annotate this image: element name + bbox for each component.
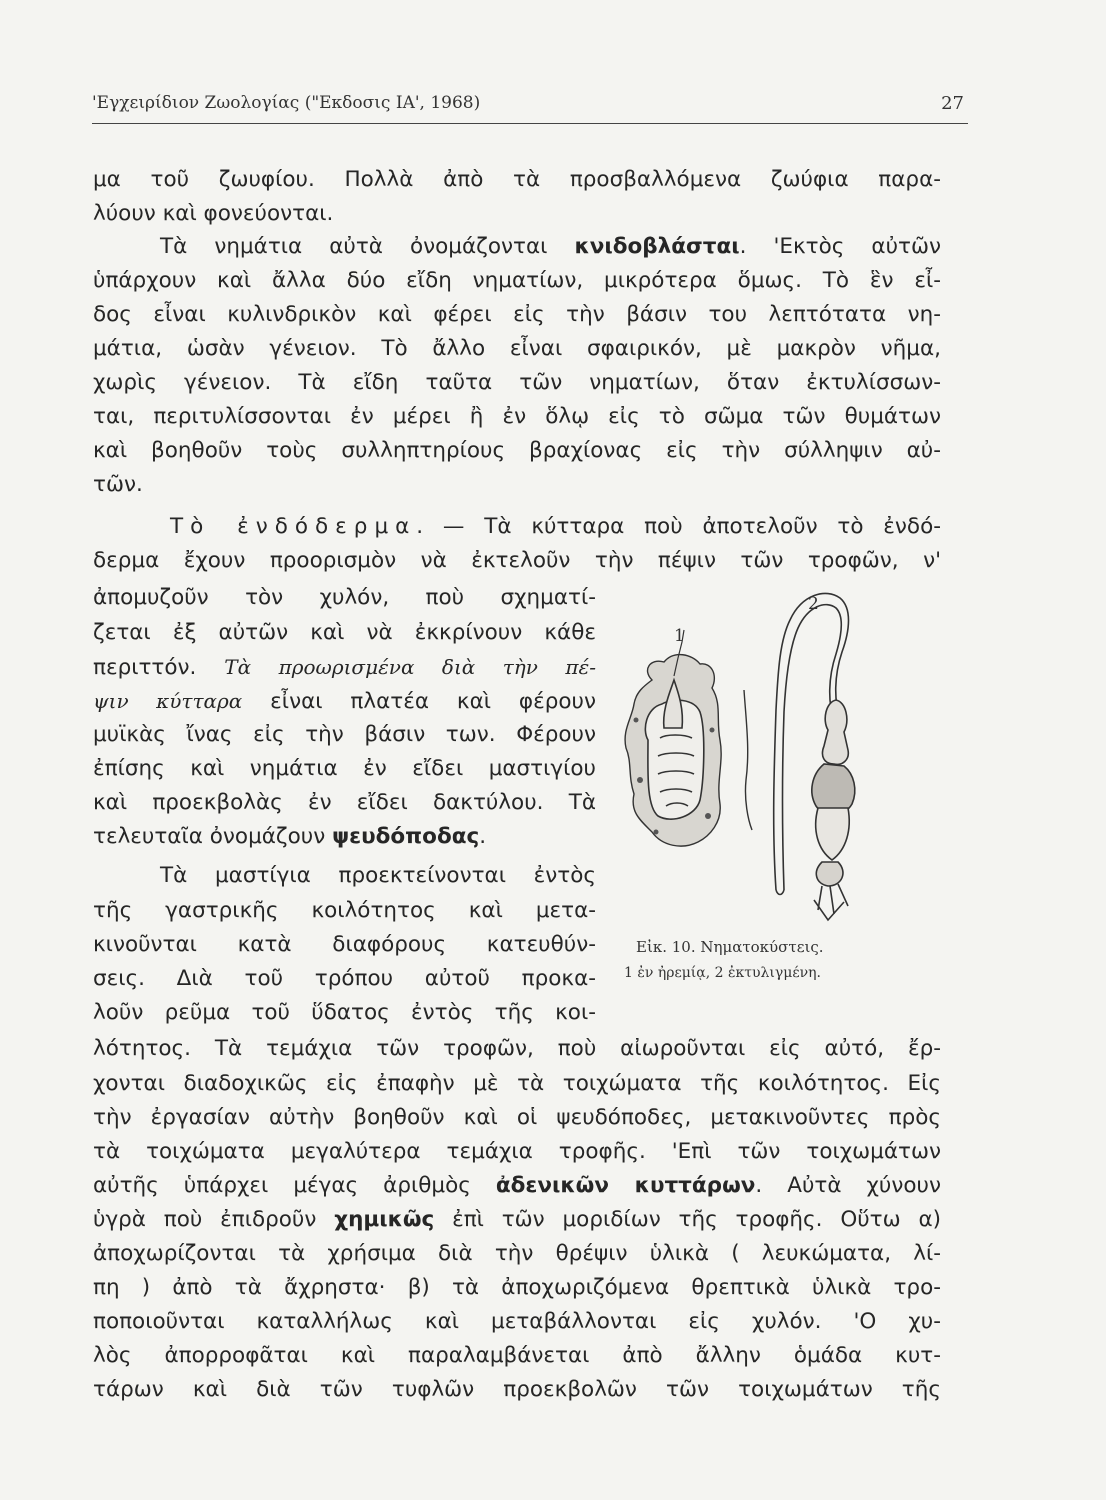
- text-line: χονται διαδοχικῶς εἰς ἐπαφὴν μὲ τὰ τοιχώματα τῆς κοιλότητος. Εἰς: [93, 1071, 941, 1096]
- text-line: Τὰ μαστίγια προεκτείνονται ἐντὸς: [160, 863, 596, 888]
- text-line: [93, 686, 596, 717]
- term-chemically: χημικῶς: [334, 1207, 435, 1232]
- text-span: περιττόν.: [93, 655, 225, 680]
- book-title: 'Εγχειρίδιον Ζωολογίας ("Εκδοσις ΙΑ', 1968): [92, 93, 481, 113]
- term-glandular-cells: ἀδενικῶν κυττάρων: [495, 1173, 756, 1198]
- nematocyst-illustration: [612, 580, 942, 935]
- figure-caption-legend: 1 ἐν ἠρεμίᾳ, 2 ἐκτυλιγμένη.: [624, 965, 821, 981]
- text-line: ἐπίσης καὶ νημάτια ἐν εἴδει μαστιγίου: [93, 756, 596, 781]
- text-line: [93, 652, 596, 683]
- text-span: τελευταῖα ὀνομάζουν: [93, 824, 333, 849]
- text-span: αὐτῆς ὑπάρχει μέγας ἀριθμὸς: [93, 1173, 496, 1198]
- text-line: λὸς ἀπορροφᾶται καὶ παραλαμβάνεται ἀπὸ ἄλλην ὁμάδα κυτ-: [93, 1343, 941, 1368]
- running-header: [92, 93, 968, 124]
- text-span: ἐπὶ τῶν μοριδίων τῆς τροφῆς. Οὕτω α): [434, 1207, 942, 1232]
- text-line: ἀποχωρίζονται τὰ χρήσιμα διὰ τὴν θρέψιν ὑλικὰ ( λευκώματα, λί-: [93, 1241, 941, 1266]
- text-line: τάρων καὶ διὰ τῶν τυφλῶν προεκβολῶν τῶν τοιχωμάτων τῆς: [93, 1377, 941, 1402]
- figure-caption-title: Εἰκ. 10. Νηματοκύστεις.: [636, 938, 824, 956]
- text-line: μάτια, ὡσὰν γένειον. Τὸ ἄλλο εἶναι σφαιρικόν, μὲ μακρὸν νῆμα,: [93, 336, 941, 361]
- text-line: [93, 822, 486, 852]
- text-span: . 'Εκτὸς αὐτῶν: [739, 234, 941, 259]
- text-line: χωρὶς γένειον. Τὰ εἴδη ταῦτα τῶν νηματίων, ὅταν ἐκτυλίσσων-: [93, 370, 941, 395]
- discharged-nematocyst-drawing: [744, 593, 855, 920]
- text-span: εἶναι πλατέα καὶ φέρουν: [242, 689, 596, 714]
- text-line: τὴν ἐργασίαν αὐτὴν βοηθοῦν καὶ οἱ ψευδόποδες, μετακινοῦντες πρὸς: [93, 1105, 941, 1130]
- text-line: λοῦν ρεῦμα τοῦ ὕδατος ἐντὸς τῆς κοι-: [93, 1000, 596, 1025]
- italic-phrase: ψιν κύτταρα: [93, 689, 243, 713]
- term-knidoblastai: κνιδοβλάσται: [574, 234, 740, 259]
- page-number: 27: [941, 93, 964, 114]
- text-line: [160, 232, 941, 262]
- section-heading-line: [170, 512, 941, 542]
- term-pseudopods: ψευδόποδας: [332, 824, 480, 849]
- text-line: καὶ βοηθοῦν τοὺς συλληπτηρίους βραχίονας εἰς τὴν σύλληψιν αὐ-: [93, 438, 941, 463]
- text-line: ὑπάρχουν καὶ ἄλλα δύο εἴδη νηματίων, μικρότερα ὅμως. Τὸ ἓν εἶ-: [93, 268, 941, 293]
- text-line: λότητος. Τὰ τεμάχια τῶν τροφῶν, ποὺ αἰωροῦνται εἰς αὐτό, ἔρ-: [93, 1036, 941, 1061]
- text-line: πη ) ἀπὸ τὰ ἄχρηστα· β) τὰ ἀποχωριζόμενα θρεπτικὰ ὑλικὰ τρο-: [93, 1275, 941, 1300]
- figure-label-1: 1: [674, 626, 685, 646]
- text-line: ζεται ἐξ αὐτῶν καὶ νὰ ἐκκρίνουν κάθε: [93, 620, 596, 645]
- nematocyst-at-rest-drawing: [625, 630, 721, 846]
- text-line: σεις. Διὰ τοῦ τρόπου αὐτοῦ προκα-: [93, 966, 596, 991]
- text-line: δερμα ἔχουν προορισμὸν νὰ ἐκτελοῦν τὴν πέψιν τῶν τροφῶν, ν': [93, 548, 941, 573]
- text-span: .: [479, 824, 487, 849]
- text-line: τὰ τοιχώματα μεγαλύτερα τεμάχια τροφῆς. 'Επὶ τῶν τοιχωμάτων: [93, 1139, 941, 1164]
- text-line: μα τοῦ ζωυφίου. Πολλὰ ἀπὸ τὰ προσβαλλόμενα ζωύφια παρα-: [93, 167, 941, 192]
- text-span: . Αὐτὰ χύνουν: [755, 1173, 941, 1198]
- text-line: ἀπομυζοῦν τὸν χυλόν, ποὺ σχηματί-: [93, 585, 596, 610]
- text-span: . — Τὰ κύτταρα ποὺ ἀποτελοῦν τὸ ἐνδό-: [416, 514, 941, 539]
- text-line: καὶ προεκβολὰς ἐν εἴδει δακτύλου. Τὰ: [93, 790, 596, 815]
- nematocyst-figure: [612, 580, 942, 981]
- figure-label-2: 2: [808, 594, 819, 614]
- text-line: ποποιοῦνται καταλλήλως καὶ μεταβάλλονται εἰς χυλόν. 'Ο χυ-: [93, 1309, 941, 1334]
- text-line: λύουν καὶ φονεύονται.: [93, 201, 334, 226]
- text-line: τῆς γαστρικῆς κοιλότητος καὶ μετα-: [93, 898, 596, 923]
- text-line: κινοῦνται κατὰ διαφόρους κατευθύν-: [93, 932, 596, 957]
- text-line: [93, 1205, 941, 1235]
- section-title-endoderm: Τὸ ἐνδόδερμα: [170, 514, 417, 539]
- text-line: [93, 1171, 941, 1201]
- text-line: μυϊκὰς ἴνας εἰς τὴν βάσιν των. Φέρουν: [93, 722, 596, 747]
- italic-phrase: Τὰ προωρισμένα διὰ τὴν πέ-: [224, 655, 596, 679]
- text-line: ται, περιτυλίσσονται ἐν μέρει ἢ ἐν ὅλῳ εἰς τὸ σῶμα τῶν θυμάτων: [93, 404, 941, 429]
- text-line: δος εἶναι κυλινδρικὸν καὶ φέρει εἰς τὴν βάσιν του λεπτότατα νη-: [93, 302, 941, 327]
- text-line: τῶν.: [93, 472, 143, 497]
- text-span: Τὰ νημάτια αὐτὰ ὀνομάζονται: [160, 234, 575, 259]
- text-span: ὑγρὰ ποὺ ἐπιδροῦν: [93, 1207, 335, 1232]
